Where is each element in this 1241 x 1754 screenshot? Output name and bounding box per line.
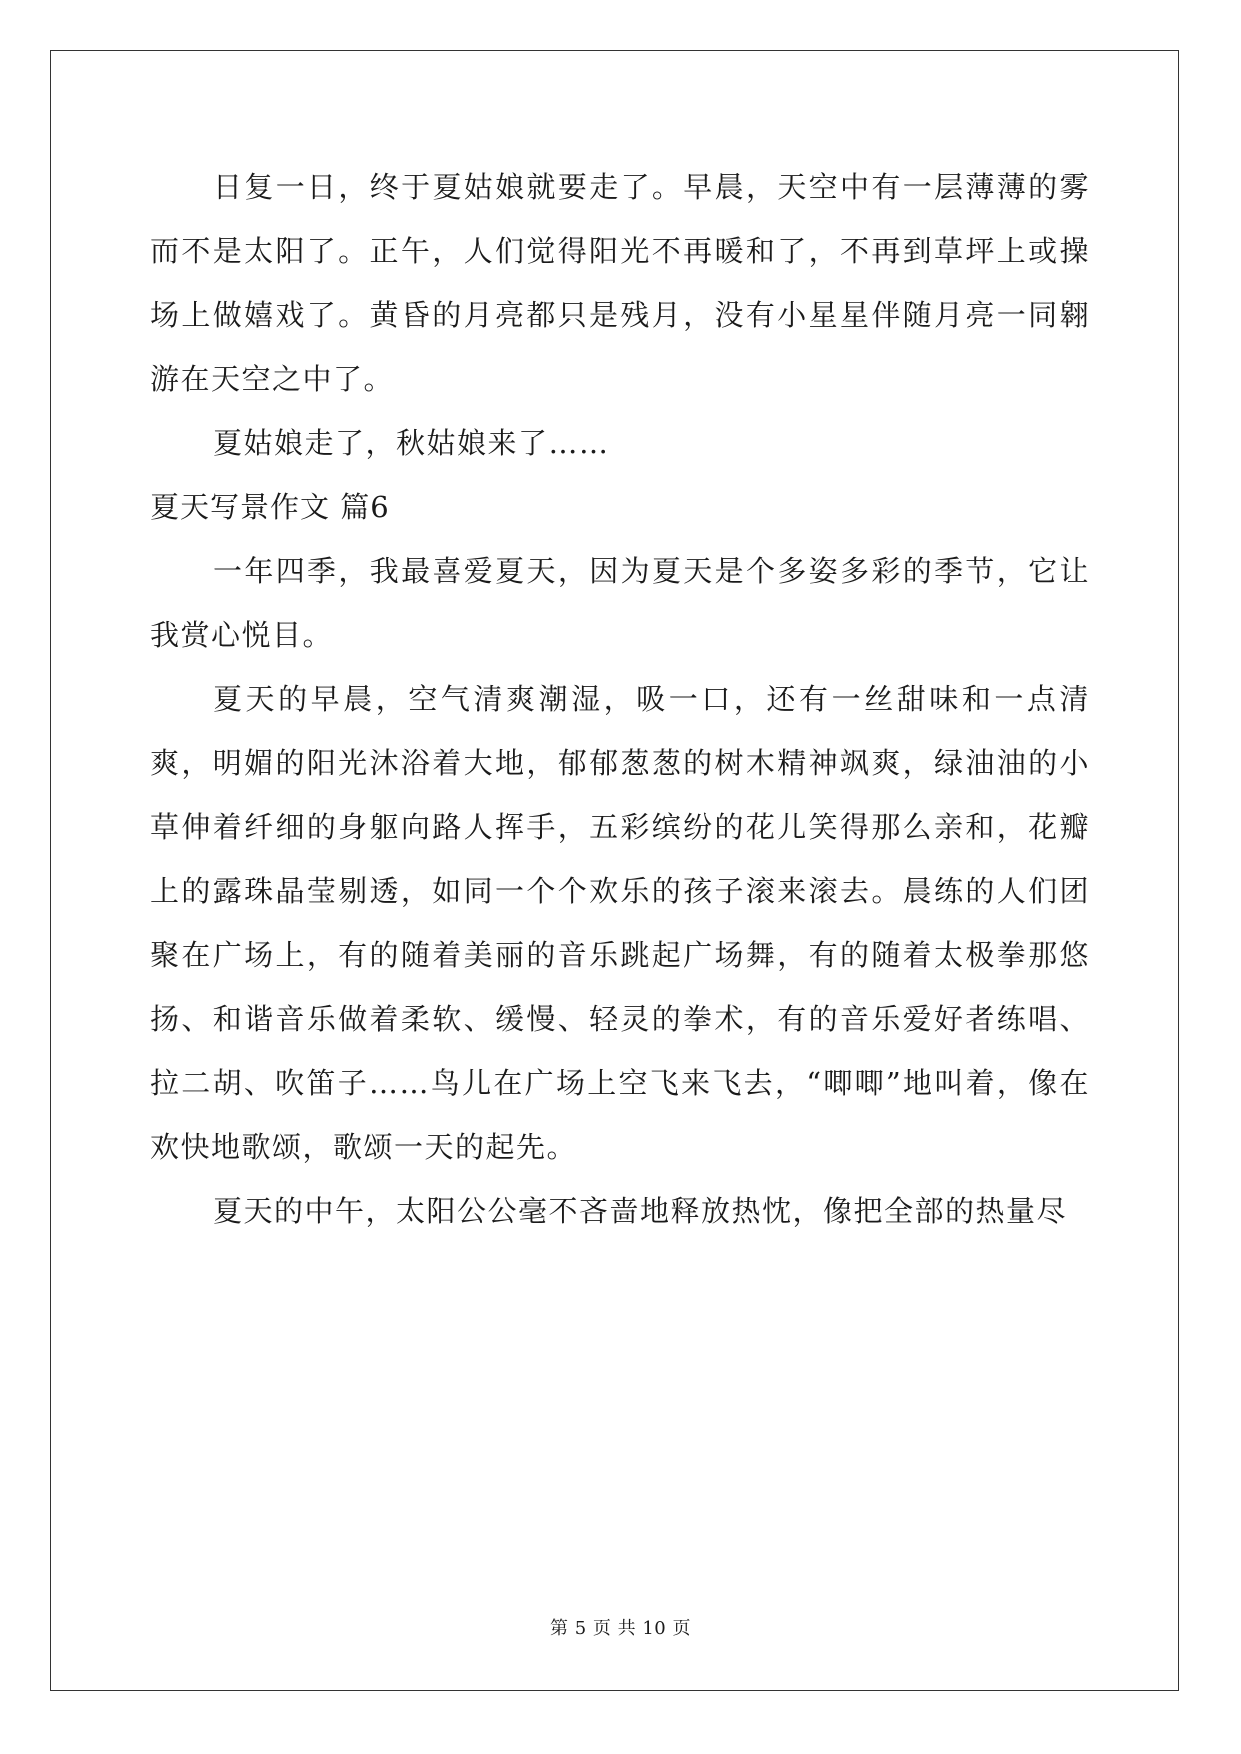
text-line: 夏天的中午，太阳公公毫不吝啬地释放热忱，像把全部的热量尽 [213, 1194, 1068, 1228]
text-line: 着纤细的身躯向路人挥手，五彩缤纷的花儿笑得那么亲和，花瓣上的 [150, 810, 1090, 908]
paragraph-morning [150, 667, 1090, 1179]
text-line: 一年四季，我最喜爱夏天，因为夏天是个多姿多彩的季节，它让 [213, 554, 1090, 588]
paragraph-intro [150, 539, 1090, 667]
document-body [150, 155, 1090, 1243]
section-heading: 夏天写景作文 篇6 [150, 490, 390, 524]
text-line: 广场上，有的随着美丽的音乐跳起广场舞，有的随着太极拳那悠扬、 [150, 938, 1090, 1036]
text-line: 日复一日，终于夏姑娘就要走了。早晨，天空中有一层薄薄的雾 [213, 170, 1090, 204]
text-line: 和谐音乐做着柔软、缓慢、轻灵的拳术，有的音乐爱好者练唱、拉二 [150, 1002, 1090, 1100]
text-line: 而不是太阳了。正午，人们觉得阳光不再暖和了，不再到草坪上或操 [150, 234, 1090, 268]
text-line: 场上做嬉戏了。黄昏的月亮都只是残月，没有小星星伴随月亮一同翱 [150, 298, 1090, 332]
text-line: 夏姑娘走了，秋姑娘来了…… [213, 426, 610, 460]
page-number-footer: 第 5 页 共 10 页 [550, 1618, 691, 1639]
text-line: 露珠晶莹剔透，如同一个个欢乐的孩子滚来滚去。晨练的人们团聚在 [150, 874, 1090, 972]
paragraph-autumn-approach [150, 155, 1090, 411]
text-line: 明媚的阳光沐浴着大地，郁郁葱葱的树木精神飒爽，绿油油的小草伸 [150, 746, 1090, 844]
text-line: 胡、吹笛子……鸟儿在广场上空飞来飞去，“唧唧”地叫着，像在欢 [150, 1066, 1090, 1164]
paragraph-noon [150, 1179, 1090, 1243]
paragraph-summer-leaves [150, 411, 1090, 475]
text-line: 夏天的早晨，空气清爽潮湿，吸一口，还有一丝甜味和一点清爽， [150, 682, 1090, 780]
text-line: 快地歌颂，歌颂一天的起先。 [180, 1130, 578, 1164]
text-line: 我赏心悦目。 [150, 618, 334, 652]
text-line: 游在天空之中了。 [150, 362, 395, 396]
